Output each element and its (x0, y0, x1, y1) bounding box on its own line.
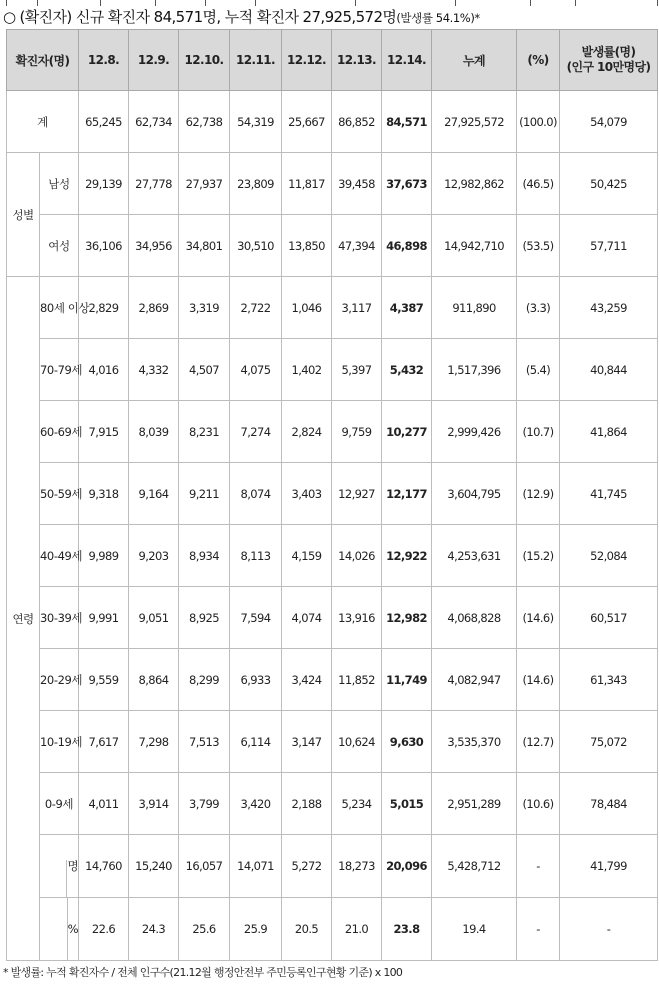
value-cell: 4,075 (230, 339, 282, 401)
row-label: 80세 이상 (40, 277, 79, 339)
value-cell: 25.6 (179, 898, 230, 961)
value-cell: 5,432 (382, 339, 432, 401)
over60-label-spacer (40, 898, 68, 960)
value-cell: 23.8 (382, 898, 432, 961)
row-label: 남성 (40, 153, 79, 215)
value-cell: 8,934 (179, 525, 230, 587)
value-cell: 41,799 (560, 835, 658, 898)
table-row (7, 711, 658, 773)
value-cell: 1,517,396 (432, 339, 517, 401)
header-cell: (%) (517, 30, 560, 91)
value-cell: 20.5 (282, 898, 332, 961)
value-cell: 13,850 (282, 215, 332, 277)
value-cell: 3,424 (282, 649, 332, 711)
value-cell: (14.6) (517, 649, 560, 711)
value-cell: 3,403 (282, 463, 332, 525)
row-label: 0-9세 (40, 773, 79, 835)
value-cell: 8,074 (230, 463, 282, 525)
heading-note: (발생률 54.1%)* (396, 11, 480, 25)
table-row (7, 587, 658, 649)
value-cell: 11,817 (282, 153, 332, 215)
value-cell: 13,916 (332, 587, 382, 649)
value-cell: 4,016 (79, 339, 129, 401)
value-cell: 61,343 (560, 649, 658, 711)
table-row (7, 215, 658, 277)
header-cell: 12.14. (382, 30, 432, 91)
value-cell: 40,844 (560, 339, 658, 401)
value-cell: 4,074 (282, 587, 332, 649)
value-cell: (3.3) (517, 277, 560, 339)
value-cell: 5,428,712 (432, 835, 517, 898)
bullet-icon: ○ (3, 8, 16, 26)
value-cell: (10.7) (517, 401, 560, 463)
table-row (7, 153, 658, 215)
value-cell: 43,259 (560, 277, 658, 339)
value-cell: 65,245 (79, 91, 129, 153)
value-cell: 11,852 (332, 649, 382, 711)
value-cell: 25.9 (230, 898, 282, 961)
value-cell: 23,809 (230, 153, 282, 215)
value-cell: - (517, 898, 560, 961)
value-cell: 27,778 (129, 153, 179, 215)
value-cell: 54,319 (230, 91, 282, 153)
value-cell: 5,015 (382, 773, 432, 835)
table-row (7, 649, 658, 711)
value-cell: 1,046 (282, 277, 332, 339)
value-cell: 2,869 (129, 277, 179, 339)
over60-label-cell (40, 898, 79, 961)
value-cell: 7,915 (79, 401, 129, 463)
incidence-header-text: 발생률(명) (인구 10만명당) (566, 45, 651, 74)
row-label: 20-29세 (40, 649, 79, 711)
value-cell: 52,084 (560, 525, 658, 587)
value-cell: 2,999,426 (432, 401, 517, 463)
value-cell: 2,829 (79, 277, 129, 339)
value-cell: 3,420 (230, 773, 282, 835)
value-cell: 12,982 (382, 587, 432, 649)
value-cell: 3,535,370 (432, 711, 517, 773)
row-label: 50-59세 (40, 463, 79, 525)
value-cell: 4,332 (129, 339, 179, 401)
value-cell: (10.6) (517, 773, 560, 835)
value-cell: (100.0) (517, 91, 560, 153)
value-cell: 4,253,631 (432, 525, 517, 587)
value-cell: 9,989 (79, 525, 129, 587)
over60-label-cell (40, 835, 79, 898)
row-label: 30-39세 (40, 587, 79, 649)
row-label: 70-79세 (40, 339, 79, 401)
value-cell: 78,484 (560, 773, 658, 835)
value-cell: (14.6) (517, 587, 560, 649)
row-label: 60-69세 (40, 401, 79, 463)
table-row (7, 525, 658, 587)
value-cell: 4,011 (79, 773, 129, 835)
value-cell: 12,982,862 (432, 153, 517, 215)
value-cell: 27,937 (179, 153, 230, 215)
value-cell: 16,057 (179, 835, 230, 898)
value-cell: (5.4) (517, 339, 560, 401)
value-cell: 2,824 (282, 401, 332, 463)
header-cell: 누계 (432, 30, 517, 91)
value-cell: 7,274 (230, 401, 282, 463)
value-cell: 2,951,289 (432, 773, 517, 835)
value-cell: 8,039 (129, 401, 179, 463)
value-cell: 37,673 (382, 153, 432, 215)
value-cell: 3,799 (179, 773, 230, 835)
value-cell: 39,458 (332, 153, 382, 215)
table-row (7, 773, 658, 835)
value-cell: 2,722 (230, 277, 282, 339)
value-cell: 27,925,572 (432, 91, 517, 153)
value-cell: 6,114 (230, 711, 282, 773)
row-label: 계 (7, 91, 79, 153)
value-cell: 47,394 (332, 215, 382, 277)
value-cell: 4,387 (382, 277, 432, 339)
header-cell: 12.10. (179, 30, 230, 91)
table-row (7, 277, 658, 339)
value-cell: 7,594 (230, 587, 282, 649)
value-cell: 41,745 (560, 463, 658, 525)
value-cell: 3,914 (129, 773, 179, 835)
value-cell: 34,956 (129, 215, 179, 277)
value-cell: 6,933 (230, 649, 282, 711)
value-cell: 54,079 (560, 91, 658, 153)
value-cell: 14,942,710 (432, 215, 517, 277)
value-cell: - (517, 835, 560, 898)
row-label: 10-19세 (40, 711, 79, 773)
value-cell: 60,517 (560, 587, 658, 649)
value-cell: (46.5) (517, 153, 560, 215)
header-cell: 12.12. (282, 30, 332, 91)
value-cell: 20,096 (382, 835, 432, 898)
row-label: 40-49세 (40, 525, 79, 587)
value-cell: 46,898 (382, 215, 432, 277)
value-cell: 4,159 (282, 525, 332, 587)
value-cell: 5,272 (282, 835, 332, 898)
value-cell: 7,298 (129, 711, 179, 773)
value-cell: 8,231 (179, 401, 230, 463)
value-cell: 62,734 (129, 91, 179, 153)
header-row (7, 30, 658, 91)
value-cell: 9,203 (129, 525, 179, 587)
value-cell: 21.0 (332, 898, 382, 961)
value-cell: 22.6 (79, 898, 129, 961)
header-cell: 12.11. (230, 30, 282, 91)
value-cell: 9,630 (382, 711, 432, 773)
value-cell: 8,925 (179, 587, 230, 649)
value-cell: 57,711 (560, 215, 658, 277)
value-cell: 14,760 (79, 835, 129, 898)
value-cell: 41,864 (560, 401, 658, 463)
value-cell: 9,211 (179, 463, 230, 525)
value-cell: 84,571 (382, 91, 432, 153)
header-cell-incidence (560, 30, 658, 91)
value-cell: 12,177 (382, 463, 432, 525)
unit-label: 명 (67, 859, 78, 873)
value-cell: (12.9) (517, 463, 560, 525)
confirmed-cases-table (6, 29, 658, 961)
value-cell: 11,749 (382, 649, 432, 711)
value-cell: 34,801 (179, 215, 230, 277)
value-cell: (12.7) (517, 711, 560, 773)
table-row (7, 898, 658, 961)
value-cell: 86,852 (332, 91, 382, 153)
value-cell: - (560, 898, 658, 961)
value-cell: 18,273 (332, 835, 382, 898)
value-cell: 25,667 (282, 91, 332, 153)
table-row (7, 339, 658, 401)
value-cell: (53.5) (517, 215, 560, 277)
header-cell: 12.13. (332, 30, 382, 91)
value-cell: 8,864 (129, 649, 179, 711)
footnote: * 발생률: 누적 확진자수 / 전체 인구수(21.12월 행정안전부 주민등록인구현황 기준) x 100 (3, 966, 403, 979)
header-cell: 확진자(명) (7, 30, 79, 91)
value-cell: 9,051 (129, 587, 179, 649)
value-cell: 9,318 (79, 463, 129, 525)
group-label: 연령 (7, 277, 40, 961)
header-cell: 12.8. (79, 30, 129, 91)
value-cell: 3,147 (282, 711, 332, 773)
value-cell: 10,277 (382, 401, 432, 463)
value-cell: 10,624 (332, 711, 382, 773)
row-label: 여성 (40, 215, 79, 277)
value-cell: 9,991 (79, 587, 129, 649)
value-cell: 8,113 (230, 525, 282, 587)
value-cell: 5,397 (332, 339, 382, 401)
value-cell: 12,922 (382, 525, 432, 587)
table-row (7, 91, 658, 153)
value-cell: 4,068,828 (432, 587, 517, 649)
value-cell: 3,319 (179, 277, 230, 339)
heading-main: (확진자) 신규 확진자 84,571명, 누적 확진자 27,925,572명 (19, 8, 397, 26)
value-cell: 29,139 (79, 153, 129, 215)
value-cell: 4,507 (179, 339, 230, 401)
value-cell: 3,604,795 (432, 463, 517, 525)
value-cell: 7,617 (79, 711, 129, 773)
value-cell: 9,164 (129, 463, 179, 525)
value-cell: 14,071 (230, 835, 282, 898)
value-cell: 2,188 (282, 773, 332, 835)
table-row (7, 463, 658, 525)
value-cell: 30,510 (230, 215, 282, 277)
value-cell: 1,402 (282, 339, 332, 401)
section-heading (3, 6, 480, 28)
table-row (7, 401, 658, 463)
header-cell: 12.9. (129, 30, 179, 91)
value-cell: 911,890 (432, 277, 517, 339)
value-cell: 9,559 (79, 649, 129, 711)
value-cell: 8,299 (179, 649, 230, 711)
value-cell: 14,026 (332, 525, 382, 587)
value-cell: 19.4 (432, 898, 517, 961)
value-cell: (15.2) (517, 525, 560, 587)
unit-label: % (67, 922, 78, 936)
value-cell: 7,513 (179, 711, 230, 773)
value-cell: 50,425 (560, 153, 658, 215)
value-cell: 75,072 (560, 711, 658, 773)
value-cell: 4,082,947 (432, 649, 517, 711)
group-label: 성별 (7, 153, 40, 277)
value-cell: 9,759 (332, 401, 382, 463)
value-cell: 36,106 (79, 215, 129, 277)
value-cell: 12,927 (332, 463, 382, 525)
value-cell: 24.3 (129, 898, 179, 961)
value-cell: 3,117 (332, 277, 382, 339)
value-cell: 62,738 (179, 91, 230, 153)
value-cell: 5,234 (332, 773, 382, 835)
value-cell: 15,240 (129, 835, 179, 898)
table-row (7, 835, 658, 898)
